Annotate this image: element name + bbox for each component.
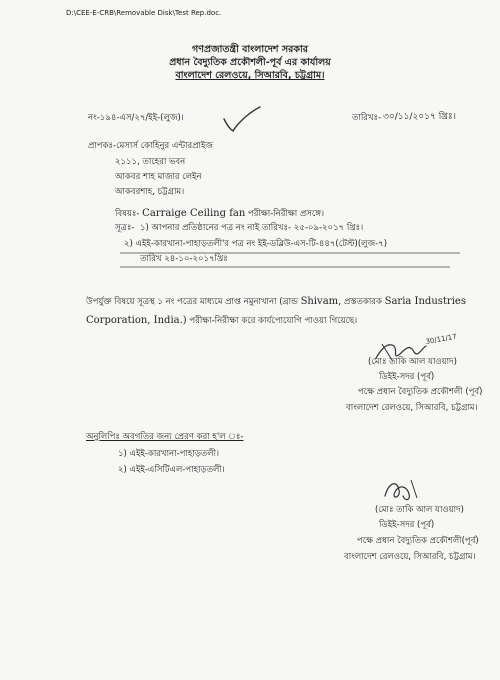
body-maker-label: প্রস্ততকারক bbox=[344, 297, 382, 307]
copy-item-2: ২) এইই-এসিটিএল-পাহাড়তলী। bbox=[118, 465, 225, 475]
subject-label: বিষয়ঃ- bbox=[115, 209, 140, 219]
body-maker: Saria Industries bbox=[384, 296, 466, 307]
copy-label: অনুলিপিঃ অবগতির জন্য প্রেরণ করা হ'ল ঃ- bbox=[86, 432, 244, 442]
body-line-1 bbox=[86, 296, 466, 308]
signature-1-date: 30/11/17 bbox=[424, 332, 458, 346]
header-office: প্রধান বৈদ্যুতিক প্রকৌশলী-পূর্ব এর কার্যালয় bbox=[169, 57, 331, 68]
body-brand: Shivam, bbox=[300, 296, 342, 307]
subject-english: Carraige Ceiling fan bbox=[142, 208, 246, 219]
signature-1-org: বাংলাদেশ রেলওয়ে, সিআরবি, চট্টগ্রাম। bbox=[346, 403, 478, 413]
recipient-name: প্রাপকঃ-মেসার্স কোহিনুর এন্টারপ্রাইজ bbox=[88, 141, 214, 151]
signature-2-for: পক্ষে প্রধান বৈদ্যুতিক প্রকৌশলী(পূর্ব) bbox=[357, 536, 479, 546]
signature-2-name: (মোঃ তাকি আল যাওয়াদ) bbox=[375, 505, 464, 515]
signature-2-org: বাংলাদেশ রেলওয়ে, সিআরবি, চট্টগ্রাম। bbox=[344, 552, 476, 562]
body-text-1: উপর্যুক্ত বিষয়ে সূত্রস্থ ১ নং পত্রের মাধ্যমে প্রাপ্ত নমুনাখানা (ব্রান্ড bbox=[86, 297, 298, 307]
reference-1: ১) আপনার প্রতিষ্ঠানের পত্র নং নাই তারিখঃ- ২৫-০৯-২০১৭ খ্রিঃ। bbox=[140, 223, 364, 233]
subject-bangla: পরীক্ষা-নিরীক্ষা প্রসঙ্গে। bbox=[248, 209, 325, 219]
memo-number: নং-১৯৪-এস/২৭/ইই-(লুজ)। bbox=[88, 113, 184, 123]
header-railway: বাংলাদেশ রেলওয়ে, সিআরবি, চট্টগ্রাম। bbox=[175, 70, 325, 81]
body-line-2 bbox=[86, 315, 357, 327]
recipient-address-3: আকবরশাহ, চট্টগ্রাম। bbox=[115, 187, 185, 197]
reference-underline-1 bbox=[120, 252, 460, 256]
signature-1-title: ডিইই-সদর (পূর্ব) bbox=[379, 372, 435, 382]
recipient-address-1: ২১১১, তাহেরা ভবন bbox=[115, 157, 186, 167]
subject-line bbox=[115, 208, 324, 220]
reference-2: ২) এইই-কারখানা-পাহাড়তলী'র পত্র নং ইই-ডব্লিউ-এস-টি-৪৪৭(টেস্ট)(লুজ-৭) bbox=[124, 239, 388, 249]
reference-label: সূত্রঃ- bbox=[115, 223, 135, 233]
reference-underline-2 bbox=[120, 266, 450, 270]
file-path: D:\CEE-E-CRB\Removable Disk\Test Rep.doc. bbox=[66, 9, 222, 17]
memo-date-label: তারিখঃ- bbox=[352, 113, 382, 123]
memo-date-value: ৩০/১১/২০১৭ খ্রিঃ। bbox=[383, 112, 456, 122]
copy-item-1: ১) এইই-কারখানা-পাহাড়তলী। bbox=[118, 449, 220, 459]
body-text-2: পরীক্ষা-নিরীক্ষা করে কার্যপোযোগি পাওয়া গিয়েছে। bbox=[189, 316, 358, 326]
body-corporation: Corporation, India.) bbox=[86, 315, 187, 326]
tick-mark bbox=[222, 105, 262, 135]
header-government: গণপ্রজাতন্ত্রী বাংলাদেশ সরকার bbox=[192, 44, 308, 55]
reference-2-date: তারিখ ২৪-১০-২০১৭খ্রিঃ bbox=[140, 254, 228, 264]
signature-1-for: পক্ষে প্রধান বৈদ্যুতিক প্রকৌশলী (পূর্ব) bbox=[358, 387, 483, 397]
signature-2-title: ডিইই-সদর (পূর্ব) bbox=[379, 520, 435, 530]
recipient-address-2: আকবর শাহ মাজার লেইন bbox=[115, 172, 202, 182]
signature-1-name: (মোঃ তাকি আল যাওয়াদ) bbox=[368, 357, 457, 367]
